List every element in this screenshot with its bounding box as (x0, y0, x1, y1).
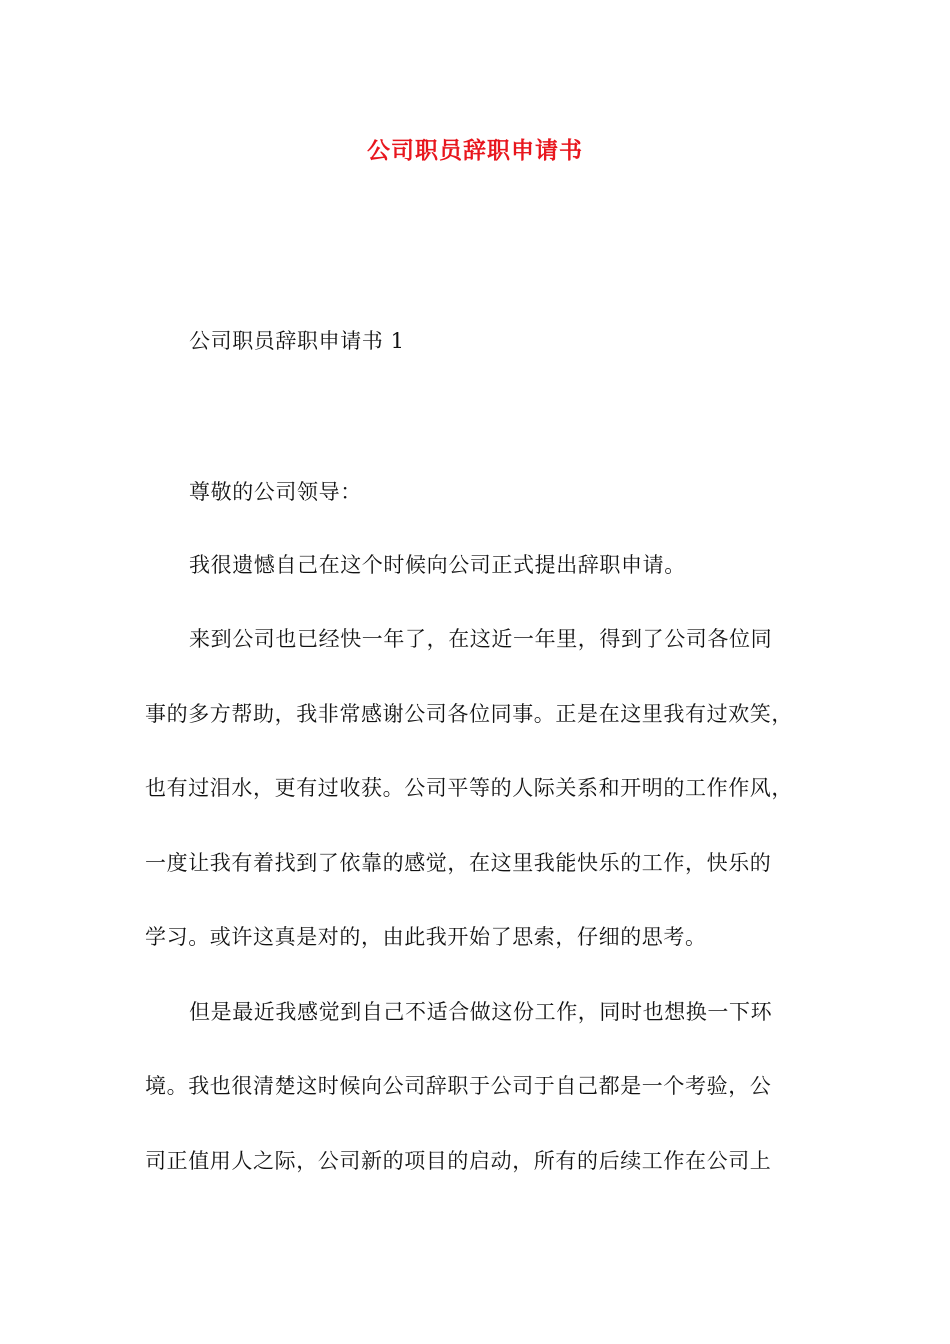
paragraph-line: 司正值用人之际，公司新的项目的启动，所有的后续工作在公司上 (145, 1149, 772, 1173)
paragraph-line: 一度让我有着找到了依靠的感觉，在这里我能快乐的工作，快乐的 (145, 851, 772, 875)
paragraph-line: 事的多方帮助，我非常感谢公司各位同事。正是在这里我有过欢笑， (145, 702, 793, 726)
document-title: 公司职员辞职申请书 (367, 138, 583, 164)
section-heading: 公司职员辞职申请书 1 (189, 329, 405, 353)
salutation: 尊敬的公司领导： (189, 480, 362, 504)
paragraph-line: 学习。或许这真是对的，由此我开始了思索，仔细的思考。 (145, 925, 707, 949)
paragraph-line: 来到公司也已经快一年了，在这近一年里，得到了公司各位同 (189, 627, 773, 651)
paragraph-line: 但是最近我感觉到自己不适合做这份工作，同时也想换一下环 (189, 1000, 773, 1024)
paragraph-line: 境。我也很清楚这时候向公司辞职于公司于自己都是一个考验，公 (145, 1074, 772, 1098)
paragraph-line: 我很遗憾自己在这个时候向公司正式提出辞职申请。 (189, 553, 686, 577)
paragraph-line: 也有过泪水，更有过收获。公司平等的人际关系和开明的工作作风， (145, 776, 793, 800)
